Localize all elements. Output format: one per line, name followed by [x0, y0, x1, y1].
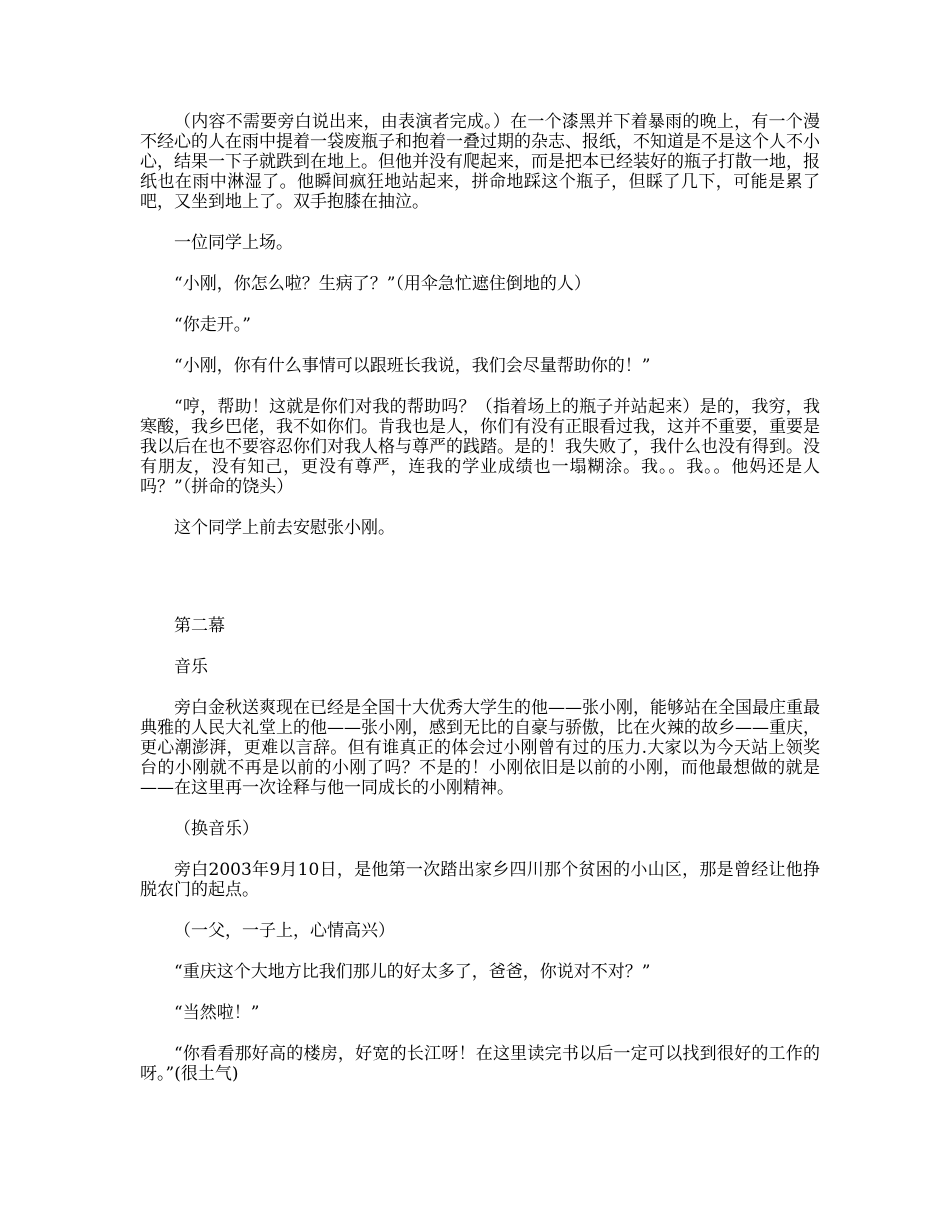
paragraph-classmate-enters: 一位同学上场。 [174, 233, 293, 253]
document-body [140, 112, 820, 1105]
paragraph-narration-1: 旁白金秋送爽现在已经是全国十大优秀大学生的他——张小刚，能够站在全国最庄重最典雅的人民大礼堂上的他——张小刚，感到无比的自豪与骄傲，比在火辣的故乡——重庆，更心潮澎湃，更难以言辞。但有谁真正的体会过小刚曾有过的压力.大家以为今天站上领奖台的小刚就不再是以前的小刚了吗？不是的！小刚依旧是以前的小刚，而他最想做的就是——在这里再一次诠释与他一同成长的小刚精神。 [140, 698, 820, 798]
paragraph-opening-scene: （内容不需要旁白说出来，由表演者完成。）在一个漆黑并下着暴雨的晚上，有一个漫不经心的人在雨中提着一袋废瓶子和抱着一叠过期的杂志、报纸，不知道是不是这个人不小心，结果一下子就跌到在地上。但他并没有爬起来，而是把本已经装好的瓶子打散一地，报纸也在雨中淋湿了。他瞬间疯狂地站起来，拼命地踩这个瓶子，但睬了几下，可能是累了吧，又坐到地上了。双手抱膝在抽泣。 [140, 112, 820, 212]
paragraph-narration-2: 旁白2003年9月10日，是他第一次踏出家乡四川那个贫困的小山区，那是曾经让他挣脱农门的起点。 [140, 860, 820, 900]
paragraph-dialogue-3: “小刚，你有什么事情可以跟班长我说，我们会尽量帮助你的！” [174, 356, 651, 376]
paragraph-comfort: 这个同学上前去安慰张小刚。 [174, 518, 395, 538]
paragraph-stage-direction: （一父，一子上，心情高兴） [174, 921, 395, 941]
paragraph-change-music: （换音乐） [174, 819, 259, 839]
paragraph-dialogue-5: “当然啦！” [174, 1003, 260, 1023]
paragraph-music-cue: 音乐 [174, 657, 208, 677]
paragraph-dialogue-1: “小刚，你怎么啦？生病了？”（用伞急忙遮住倒地的人） [174, 274, 591, 294]
paragraph-dialogue-2: “你走开。” [174, 315, 251, 335]
paragraph-dialogue-4: “重庆这个大地方比我们那儿的好太多了，爸爸，你说对不对？” [174, 962, 651, 982]
section-heading-act-two: 第二幕 [174, 616, 225, 636]
paragraph-dialogue-6: “你看看那好高的楼房，好宽的长江呀！在这里读完书以后一定可以找到很好的工作的呀。”(很土气) [140, 1044, 820, 1084]
paragraph-monologue: “哼，帮助！这就是你们对我的帮助吗？（指着场上的瓶子并站起来）是的，我穷，我寒酸，我乡巴佬，我不如你们。肯我也是人，你们有没有正眼看过我，这并不重要，重要是我以后在也不要容忍你们对我人格与尊严的践踏。是的！我失败了，我什么也没有得到。没有朋友，没有知己，更没有尊严，连我的学业成绩也一塌糊涂。我。。我。。他妈还是人吗？”（拼命的饶头） [140, 397, 820, 497]
section-gap [140, 559, 820, 616]
